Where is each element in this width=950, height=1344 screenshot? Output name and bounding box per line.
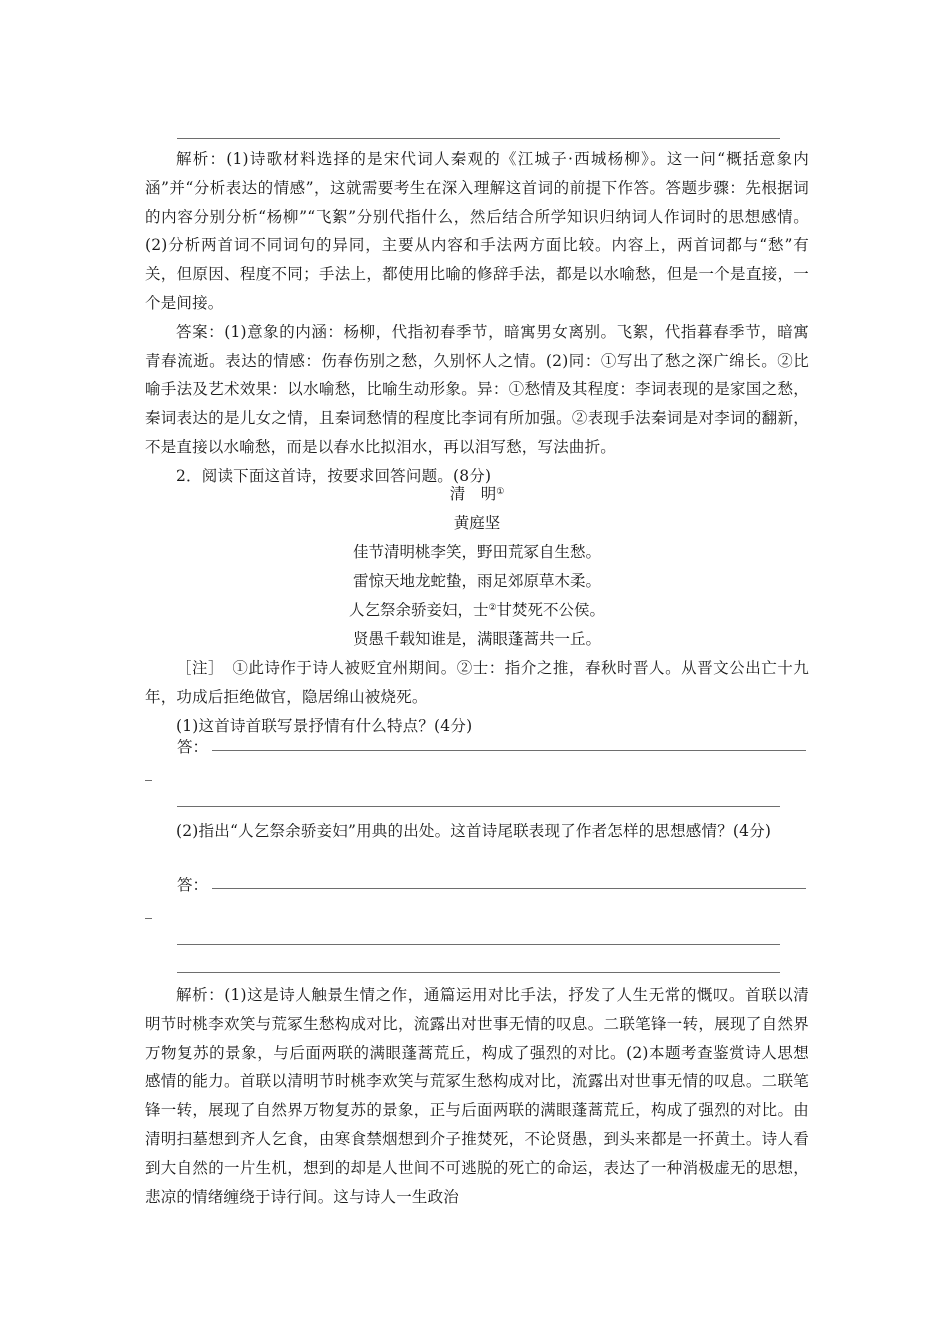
analysis-1: 解析：(1)诗歌材料选择的是宋代词人秦观的《江城子·西城杨柳》。这一问“概括意象内涵”并“分析表达的情感”，这就需要考生在深入理解这首词的前提下作答。答题步骤：先根据词的内容分别分析“杨柳”“飞絮”分别代指什么，然后结合所学知识归纳词人作词时的思想感情。(2)分析两首词不同词句的异同，主要从内容和手法两方面比较。内容上，两首词都与“愁”有关，但原因、程度不同；手法上，都使用比喻的修辞手法，都是以水喻愁，但是一个是直接，一个是间接。: [145, 150, 809, 312]
answer-1: 答案：(1)意象的内涵：杨柳，代指初春季节，暗寓男女离别。飞絮，代指暮春季节，暗寓青春流逝。表达的情感：伤春伤别之愁，久别怀人之情。(2)同：①写出了愁之深广绵长。②比喻手法及艺术效果：以水喻愁，比喻生动形象。异：①愁情及其程度：李词表现的是家国之愁，秦词表达的是儿女之情，且秦词愁情的程度比李词有所加强。②表现手法秦词是对李词的翻新，不是直接以水喻愁，而是以春水比拟泪水，再以泪写愁，写法曲折。: [145, 322, 809, 456]
answer-field-2-dash: [145, 918, 152, 919]
upper-text-block: [145, 145, 809, 491]
poem-title-footnote-mark: ①: [496, 487, 505, 497]
answer-field-2-line-3[interactable]: [177, 972, 780, 973]
poem-line-3-first: 人乞祭余骄妾妇，士: [348, 601, 489, 619]
poem-line-4: 贤愚千载知谁是，满眼蓬蒿共一丘。: [352, 630, 601, 648]
poem-title-text: 清 明: [449, 485, 497, 503]
top-answer-line: [177, 138, 780, 139]
poem-author: 黄庭坚: [453, 514, 501, 532]
poem-line-3-second: 甘焚死不公侯。: [496, 601, 606, 619]
poem-title: [145, 480, 809, 509]
poem-line-3: [145, 596, 809, 625]
answer-field-2-line-2[interactable]: [177, 944, 780, 945]
answer-prompt-2: 答：: [177, 876, 209, 894]
answer-field-1-line-2[interactable]: [177, 806, 780, 807]
poem-line-1: 佳节清明桃李笑，野田荒冢自生愁。: [352, 543, 601, 561]
analysis-2: 解析：(1)这是诗人触景生情之作，通篇运用对比手法，抒发了人生无常的慨叹。首联以清明节时桃李欢笑与荒冢生愁构成对比，流露出对世事无情的叹息。二联笔锋一转，展现了自然界万物复苏的景象，与后面两联的满眼蓬蒿荒丘，构成了强烈的对比。(2)本题考查鉴赏诗人思想感情的能力。首联以清明节时桃李欢笑与荒冢生愁构成对比，流露出对世事无情的叹息。二联笔锋一转，展现了自然界万物复苏的景象，正与后面两联的满眼蓬蒿荒丘，构成了强烈的对比。由清明扫墓想到齐人乞食，由寒食禁烟想到介子推焚死，不论贤愚，到头来都是一抔黄土。诗人看到大自然的一片生机，想到的却是人世间不可逃脱的死亡的命运，表达了一种消极虚无的思想，悲凉的情绪缠绕于诗行间。这与诗人一生政治: [145, 986, 809, 1206]
analysis-2-block: [145, 981, 809, 1211]
question-2: 2．阅读下面这首诗，按要求回答问题。(8分): [176, 466, 492, 485]
footnote-block: [145, 654, 809, 740]
sub-question-1: (1)这首诗首联写景抒情有什么特点？(4分): [176, 716, 473, 735]
poem-line-3-footnote-mark: ②: [488, 603, 497, 613]
poem-line-2: 雷惊天地龙蛇蛰，雨足郊原草木柔。: [352, 572, 601, 590]
answer-prompt-1: 答：: [177, 738, 209, 756]
poem-footnote: ［注］ ①此诗作于诗人被贬宜州期间。②士：指介之推，春秋时晋人。从晋文公出亡十九年，功成后拒绝做官，隐居绵山被烧死。: [145, 659, 809, 706]
answer-field-2-line-1[interactable]: [212, 888, 806, 889]
answer-field-1-dash: [145, 780, 152, 781]
answer-field-1-line-1[interactable]: [212, 750, 806, 751]
sub-question-2: (2)指出“人乞祭余骄妾妇”用典的出处。这首诗尾联表现了作者怎样的思想感情？(4分): [176, 822, 772, 840]
sub-question-2-block: [145, 817, 809, 846]
